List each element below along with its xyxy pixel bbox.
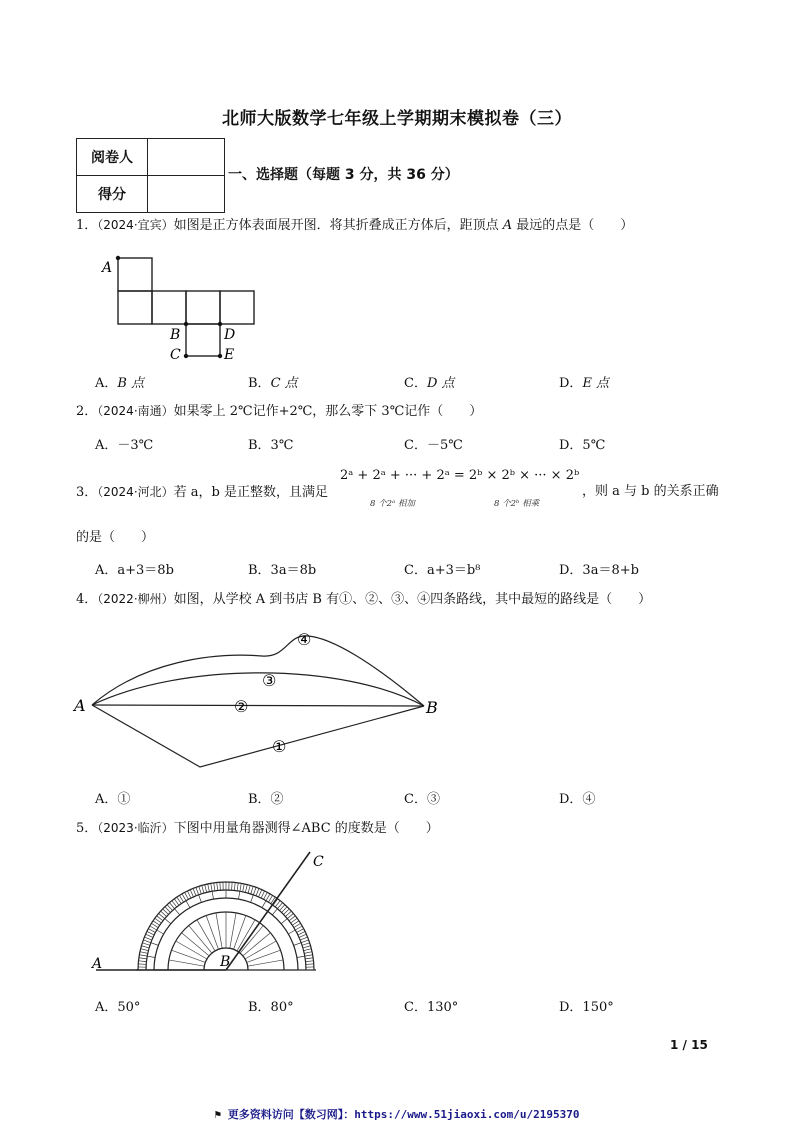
question-source: （2022·柳州） (97, 592, 174, 606)
protractor-tick (141, 949, 149, 951)
point-a-label: A (74, 696, 86, 715)
protractor-tick (306, 964, 314, 965)
question-2 (76, 401, 482, 422)
protractor-tick (297, 929, 304, 933)
page-title: 北师大版数学七年级上学期期末模拟卷（三） (222, 109, 572, 129)
question-text: 如果零上 2℃记作+2℃，那么零下 3℃记作（ ） (173, 404, 483, 419)
protractor-tick (232, 882, 233, 890)
option-c[interactable]: C．130° (404, 1000, 459, 1015)
option-a[interactable]: A．－3℃ (95, 438, 154, 453)
point-b-label: B (220, 954, 231, 970)
protractor-tick (190, 890, 193, 897)
protractor-tick (294, 940, 309, 945)
point-c-label: C (313, 854, 324, 870)
protractor-ray (230, 913, 236, 948)
protractor-tick (288, 926, 302, 934)
protractor-ray (247, 950, 281, 962)
protractor-tick (234, 882, 235, 890)
question-number: 2． (76, 404, 98, 419)
protractor-tick (205, 885, 207, 893)
protractor-tick (185, 892, 189, 899)
protractor-tick (151, 923, 158, 927)
question-source: （2024·南通） (97, 404, 174, 418)
q3-text-line2: 的是（ ） (76, 530, 155, 545)
route-1-label: ① (272, 737, 287, 756)
label-b: B (170, 327, 181, 343)
protractor-tick (302, 943, 310, 945)
protractor-tick (245, 885, 247, 893)
protractor-tick (264, 892, 268, 899)
label-d: D (224, 327, 236, 343)
question-text: 如图是正方体表面展开图．将其折叠成正方体后，距顶点 (173, 218, 503, 233)
protractor-tick (142, 943, 150, 945)
protractor-ray (216, 913, 222, 948)
protractor-tick (202, 885, 204, 893)
protractor-tick (138, 964, 146, 965)
option-c[interactable]: C．－5℃ (404, 438, 463, 453)
route-4-label: ④ (297, 630, 312, 649)
question-text-end: 最远的点是（ ） (512, 218, 634, 233)
protractor-tick (217, 882, 218, 890)
question-number: 5． (76, 821, 98, 836)
protractor-ray (248, 960, 283, 966)
grader-table (76, 138, 225, 213)
option-b[interactable]: B．80° (248, 1000, 294, 1015)
protractor-tick (139, 958, 147, 959)
question-1 (76, 215, 633, 236)
label-a: A (102, 260, 113, 276)
option-d[interactable]: D．E 点 (559, 376, 610, 391)
footer-text[interactable]: 更多资料访问【数习网】：https://www.51jiaoxi.com/u/2195370 (227, 1108, 580, 1121)
protractor-tick (294, 923, 301, 927)
grader-blank[interactable] (148, 139, 225, 176)
protractor-tick (261, 891, 265, 898)
protractor-ray (171, 950, 205, 962)
protractor-tick (143, 940, 158, 945)
question-source: （2024·宜宾） (97, 218, 174, 232)
option-c[interactable]: C．D 点 (404, 376, 455, 391)
protractor-tick (141, 946, 149, 948)
option-b[interactable]: B．3℃ (248, 438, 294, 453)
protractor-tick (262, 894, 270, 908)
protractor-tick (268, 895, 272, 902)
protractor-tick (248, 885, 250, 893)
flag-icon: ⚑ (214, 1108, 222, 1121)
protractor-tick (138, 961, 146, 962)
question-source: （2024·河北） (97, 485, 174, 499)
protractor-tick (299, 934, 306, 937)
protractor-tick (300, 937, 307, 940)
protractor-tick (179, 895, 183, 902)
route-2-label: ② (234, 697, 249, 716)
label-c: C (170, 347, 181, 363)
protractor-tick (187, 891, 191, 898)
q3-text-continued: ，则 a 与 b 的关系正确 (582, 484, 719, 499)
question-number: 4． (76, 592, 98, 607)
question-number: 1． (76, 218, 98, 233)
protractor-tick (303, 946, 311, 948)
protractor-tick (147, 931, 154, 935)
option-d[interactable]: D．150° (559, 1000, 614, 1015)
option-d[interactable]: D．5℃ (559, 438, 606, 453)
protractor-tick (251, 887, 256, 902)
question-text: 下图中用量角器测得∠ABC 的度数是（ ） (173, 821, 439, 836)
protractor-tick (182, 894, 190, 908)
option-a[interactable]: A．a+3＝8b (95, 563, 174, 578)
question-4 (76, 589, 651, 610)
option-c[interactable]: C．③ (404, 792, 440, 807)
question-number: 3． (76, 485, 98, 500)
question-source: （2023·临沂） (97, 821, 174, 835)
option-d[interactable]: D．④ (559, 792, 596, 807)
protractor-tick (304, 952, 312, 954)
protractor-tick (243, 884, 245, 892)
question-5 (76, 818, 439, 839)
cube-net-figure (98, 250, 268, 365)
protractor-tick (146, 934, 153, 937)
protractor-tick (193, 888, 196, 895)
option-b[interactable]: B．3a＝8b (248, 563, 317, 578)
option-b[interactable]: B．② (248, 792, 284, 807)
grader-label: 阅卷人 (77, 139, 148, 176)
protractor-tick (144, 937, 151, 940)
footer-link[interactable] (0, 1106, 794, 1122)
option-a[interactable]: A．① (95, 792, 131, 807)
option-b[interactable]: B．C 点 (248, 376, 298, 391)
protractor-tick (199, 886, 201, 894)
protractor-tick (251, 886, 253, 894)
question-text: 若 a，b 是正整数，且满足 (173, 485, 328, 500)
protractor-tick (208, 884, 210, 892)
protractor-tick (196, 887, 201, 902)
q3-under-right: 8 个2ᵇ 相乘 (494, 499, 540, 509)
protractor-figure (88, 846, 338, 976)
protractor-ray (206, 915, 218, 949)
protractor-tick (237, 883, 238, 891)
point-b-label: B (426, 698, 438, 717)
option-d[interactable]: D．3a＝8+b (559, 563, 639, 578)
protractor-tick (220, 882, 221, 890)
protractor-tick (214, 883, 215, 891)
point-a-label: A (92, 956, 103, 972)
question-text: 如图，从学校 A 到书店 B 有①、②、③、④四条路线，其中最短的路线是（ ） (173, 592, 652, 607)
q3-under-left: 8 个2ᵃ 相加 (370, 499, 415, 509)
protractor-tick (304, 949, 312, 951)
question-variable: A (502, 218, 513, 233)
protractor-tick (305, 958, 313, 959)
option-a[interactable]: A．B 点 (95, 376, 145, 391)
protractor-tick (256, 888, 259, 895)
q3-formula: 2ᵃ + 2ᵃ + ··· + 2ᵃ = 2ᵇ × 2ᵇ × ··· × 2ᵇ (340, 468, 580, 483)
protractor-tick (150, 926, 164, 934)
option-c[interactable]: C．a+3＝b⁸ (404, 563, 481, 578)
protractor-tick (298, 931, 305, 935)
option-a[interactable]: A．50° (95, 1000, 141, 1015)
protractor-tick (148, 929, 155, 933)
score-blank[interactable] (148, 176, 225, 213)
score-label: 得分 (77, 176, 148, 213)
question-3 (76, 482, 328, 503)
protractor-tick (259, 890, 262, 897)
protractor-tick (140, 952, 148, 954)
route-3-label: ③ (262, 671, 277, 690)
protractor-ray (169, 960, 204, 966)
section-heading: 一、选择题（每题 3 分，共 36 分） (228, 167, 459, 183)
routes-figure (72, 622, 452, 777)
page-number: 1 / 15 (670, 1038, 708, 1052)
label-e: E (224, 347, 235, 363)
protractor-tick (306, 961, 314, 962)
